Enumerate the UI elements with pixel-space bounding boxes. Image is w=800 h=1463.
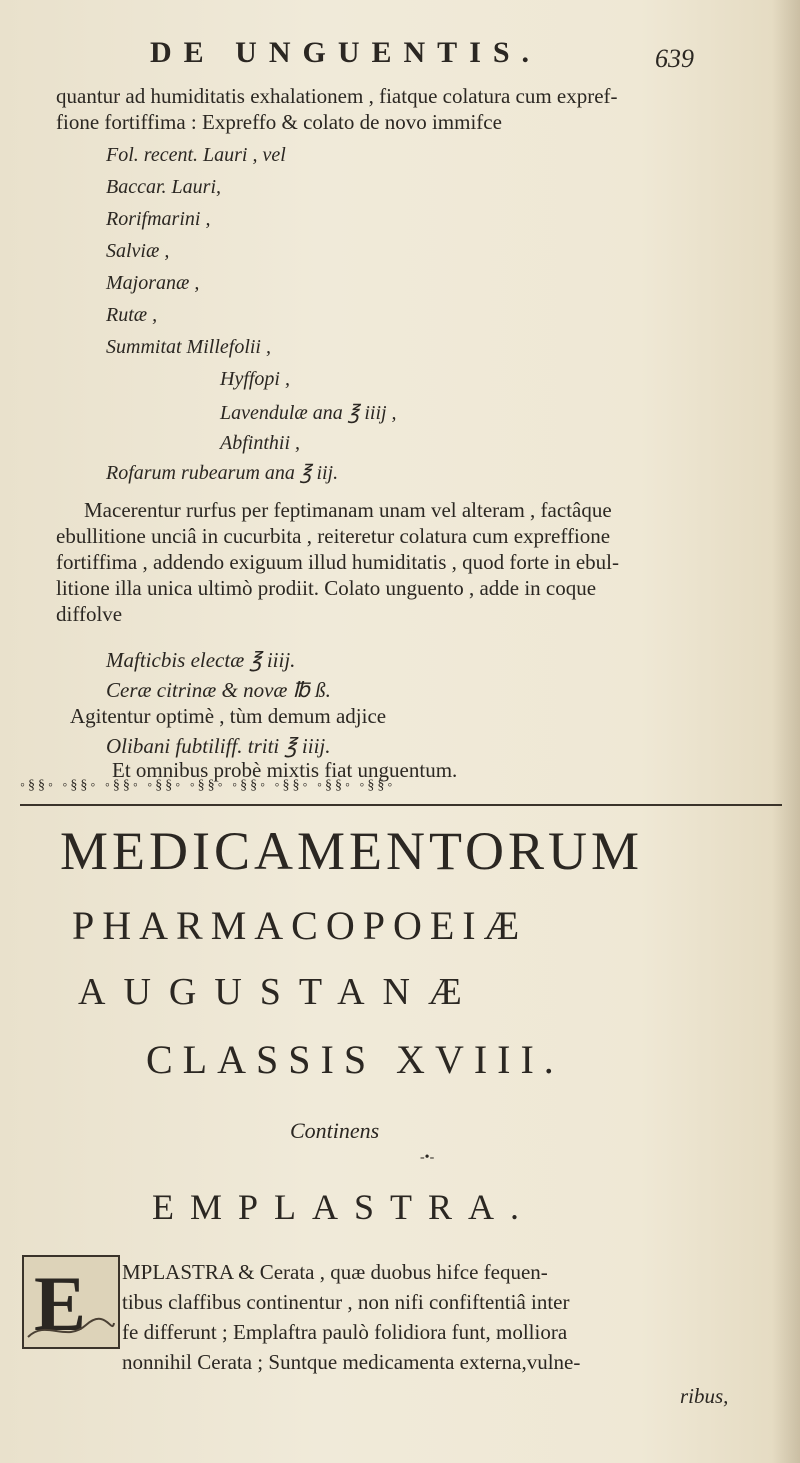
paragraph-line: ribus, <box>680 1384 729 1408</box>
subtitle-continens: Continens <box>290 1118 380 1143</box>
section-title-line-2: PHARMACOPOEIÆ <box>72 903 528 948</box>
page-edge-shadow <box>772 0 800 1463</box>
initial-letter: E <box>34 1260 87 1347</box>
paragraph-line: nonnihil Cerata ; Suntque medicamenta externa,vulne- <box>122 1350 581 1374</box>
recipe-line: Mafticbis electæ ℥ iiij. <box>106 648 296 672</box>
ornamental-dash: -•- <box>420 1150 435 1165</box>
recipe-line: Baccar. Lauri, <box>106 176 221 198</box>
recipe-line: Ceræ citrinæ & novæ ℔ ß. <box>106 678 331 702</box>
recipe-line: Lavendulæ ana ℥ iiij , <box>220 402 397 424</box>
paragraph-line: quantur ad humiditatis exhalationem , fiatque colatura cum expref- <box>56 84 618 108</box>
paragraph-line: Macerentur rurfus per feptimanam unam vel alteram , factâque <box>84 498 612 522</box>
emplastra-heading: EMPLASTRA. <box>152 1187 536 1227</box>
recipe-line: Agitentur optimè , tùm demum adjice <box>70 704 387 728</box>
recipe-line: Olibani fubtiliff. triti ℥ iiij. <box>106 734 331 758</box>
recipe-line: Majoranæ , <box>106 272 200 294</box>
paragraph-line: fione fortiffima : Expreffo & colato de novo immifce <box>56 110 502 134</box>
page-number: 639 <box>655 44 694 73</box>
paragraph-line: fe differunt ; Emplaftra paulò folidiora funt, molliora <box>122 1320 568 1344</box>
recipe-line: Fol. recent. Lauri , vel <box>106 144 286 166</box>
recipe-line: Abfinthii , <box>220 432 300 454</box>
section-title-line-3: AUGUSTANÆ <box>78 971 480 1013</box>
paragraph-line: tibus claffibus continentur , non nifi confiftentiâ inter <box>122 1290 570 1314</box>
ornamental-rule: ◦§§◦ ◦§§◦ ◦§§◦ ◦§§◦ ◦§§◦ ◦§§◦ ◦§§◦ ◦§§◦ ◦§§◦ <box>20 778 782 806</box>
recipe-line: Salviæ , <box>106 240 170 262</box>
running-head: DE UNGUENTIS. <box>150 36 542 69</box>
recipe-line: Rutæ , <box>106 304 158 326</box>
recipe-line: Rorifmarini , <box>106 208 211 230</box>
paragraph-line: litione illa unica ultimò prodiit. Colato unguento , adde in coque <box>56 576 597 600</box>
decorated-initial <box>22 1255 120 1349</box>
recipe-line: Et omnibus probè mixtis fiat unguentum. <box>112 758 458 782</box>
initial-flourish-icon <box>26 1317 116 1345</box>
recipe-line: Summitat Millefolii , <box>106 336 271 358</box>
section-title-line-4: CLASSIS XVIII. <box>146 1037 564 1082</box>
paragraph-line: fortiffima , addendo exiguum illud humiditatis , quod forte in ebul- <box>56 550 620 574</box>
recipe-line: Hyffopi , <box>220 368 290 390</box>
paragraph-line: MPLASTRA & Cerata , quæ duobus hifce fequen- <box>122 1260 548 1284</box>
recipe-line: Rofarum rubearum ana ℥ iij. <box>106 462 339 484</box>
paragraph-line: diffolve <box>56 602 123 626</box>
section-title-line-1: MEDICAMENTORUM <box>60 821 644 881</box>
paragraph-line: ebullitione unciâ in cucurbita , reiteretur colatura cum expreffione <box>56 524 611 548</box>
